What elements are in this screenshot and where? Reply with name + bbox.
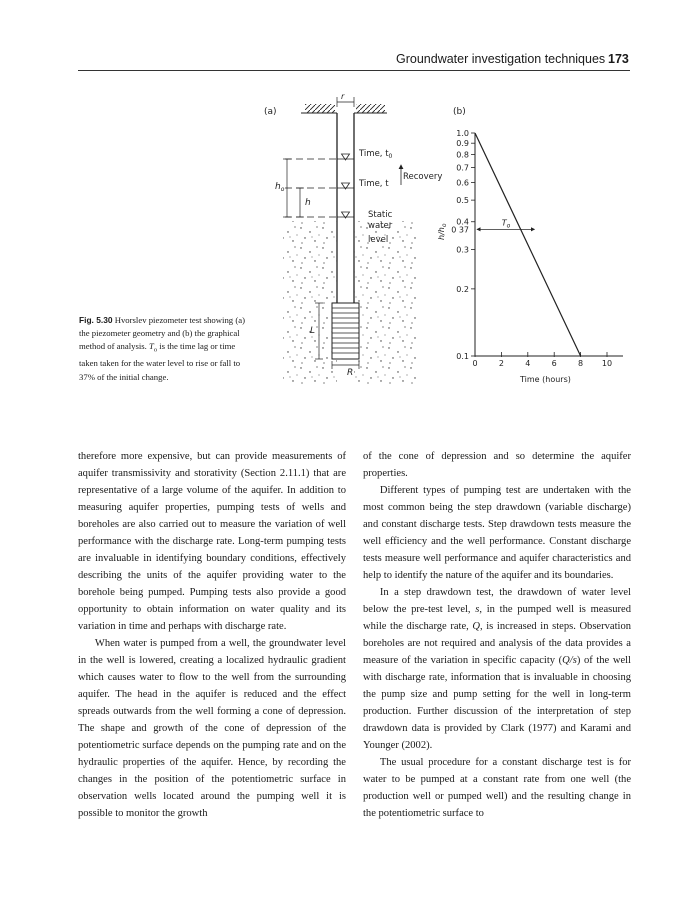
page-number: 173 bbox=[608, 52, 629, 66]
chart-y-label: $h/h_o$ bbox=[437, 223, 448, 240]
r-label: r bbox=[341, 92, 345, 101]
y-tick-label: 0.5 bbox=[456, 196, 469, 206]
body-paragraph: In a step drawdown test, the drawdown of water level below the pre-test level, s, in the pumped well is measured while the discharge rate, Q, is increased in steps. Observation boreholes are not required and analysis of the data provides a measure of the variation in specific capacity (Q/s) of the well with discharge rate, information that is invaluable in choosing the pump size and pump setting for the well in long-term production. Further discussion of the interpretation of step drawdown data is provided by Clark (1977) and Karami and Younger (2002). bbox=[363, 587, 631, 751]
chart-y-ticks bbox=[456, 129, 475, 361]
y-tick-label: 0.8 bbox=[456, 150, 469, 160]
piezometer-intake-screen bbox=[332, 303, 359, 359]
body-paragraph: of the cone of depression and so determine the aquifer properties. bbox=[363, 451, 631, 479]
caption-subscript: o bbox=[153, 347, 158, 355]
x-tick-label: 4 bbox=[525, 359, 531, 368]
caption-text-post: is the time lag or time taken taken for the water level to rise or fall to 37% of the initial change. bbox=[79, 341, 241, 382]
chart-x-ticks bbox=[472, 352, 612, 368]
recovery-label: Recovery bbox=[403, 172, 443, 182]
caption-text-pre: Hvorslev piezometer test showing (a) the piezometer geometry and (b) the graphical method of analysis. bbox=[79, 315, 245, 352]
aquifer-sand-left bbox=[283, 221, 337, 386]
body-paragraph: The usual procedure for a constant discharge test is for water to be pumped at a constant rate from one well (the production well or pumped well) and the resulting change in the potentiometric surface to bbox=[363, 757, 631, 819]
caption-label: Fig. 5.30 bbox=[79, 315, 113, 325]
y-tick-label: 0.4 bbox=[456, 217, 469, 227]
static-label-1: Static bbox=[368, 210, 393, 220]
panel-a-label: (a) bbox=[264, 107, 277, 117]
h-label: h bbox=[305, 198, 311, 208]
body-paragraph: Different types of pumping test are undertaken with the most common being the step drawdown (variable discharge) and constant discharge tests. Step drawdown tests measure the well efficiency and the well performance. Constant discharge tests measure well performance and aquifer characteristics and help to identify the nature of the aquifer and its boundaries. bbox=[363, 485, 631, 581]
static-label-3: level bbox=[368, 235, 389, 245]
x-tick-label: 10 bbox=[601, 359, 613, 368]
ground-hatch-right bbox=[356, 104, 385, 113]
panel-b-chart bbox=[437, 107, 623, 384]
body-paragraph: therefore more expensive, but can provide measurements of aquifer transmissivity and storativity (Section 2.11.1) that are representative of a large volume of the aquifer. In addition to measuring aquifer properties, pumping tests of wells and boreholes are also carried out to measure the variation of well performance with the discharge rate. Long-term pumping tests are invaluable in identifying boundary conditions, effectively describing the units of the aquifer providing water to the borehole being pumped. Pumping tests also provide a good opportunity to obtain information on water quality and its variation in time and perhaps with discharge rate. bbox=[78, 451, 346, 632]
panel-b-label: (b) bbox=[453, 107, 466, 117]
y-tick-label: 0.6 bbox=[456, 178, 469, 188]
x-tick-label: 8 bbox=[578, 359, 584, 368]
L-label: L bbox=[310, 326, 316, 336]
y-tick-label: 0.9 bbox=[456, 139, 469, 149]
panel-a-diagram bbox=[264, 92, 442, 386]
chart-x-label: Time (hours) bbox=[520, 375, 571, 384]
y-tick-label: 0.3 bbox=[456, 245, 469, 255]
R-label: R bbox=[347, 368, 354, 378]
body-paragraph: When water is pumped from a well, the groundwater level in the well is lowered, creating a localized hydraulic gradient which causes water to flow to the well from the surrounding aquifer. The head in the aquifer is reduced and the effect spreads outwards from the well forming a cone of depression. The shape and growth of the cone of depression of the potentiometric surface depends on the pumping rate and on the hydraulic properties of the aquifer. Hence, by recording the changes in the position of the potentiometric surface in observation wells located around the pumping well it is possible to monitor the growth bbox=[78, 638, 346, 819]
h0-label: $h_o$ bbox=[275, 182, 285, 193]
figure-caption bbox=[79, 314, 254, 384]
chart-series bbox=[475, 133, 581, 356]
y-tick-label: 0.1 bbox=[456, 352, 469, 361]
series-line bbox=[475, 133, 581, 356]
caption-symbol: T bbox=[148, 341, 154, 352]
y-tick-label: 0.2 bbox=[456, 284, 469, 294]
body-column-left bbox=[78, 448, 346, 822]
running-title: Groundwater investigation techniques bbox=[396, 52, 606, 66]
x-tick-label: 2 bbox=[498, 359, 504, 368]
x-tick-label: 0 bbox=[472, 359, 478, 368]
static-label-2: water bbox=[368, 221, 393, 231]
aquifer-sand-right bbox=[354, 221, 416, 386]
y-tick-label: 1.0 bbox=[456, 129, 469, 138]
header-rule bbox=[78, 70, 630, 71]
figure-5-30 bbox=[255, 85, 635, 395]
time-label: Time, t bbox=[359, 179, 389, 189]
body-column-right bbox=[363, 448, 631, 822]
time0-label: Time, $t_0$ bbox=[359, 149, 393, 160]
y-tick-label: 0.7 bbox=[456, 163, 469, 173]
page-header bbox=[0, 0, 691, 72]
ground-hatch-left bbox=[305, 104, 335, 113]
annotation-value-label: 0 37 bbox=[451, 225, 469, 235]
x-tick-label: 6 bbox=[551, 359, 557, 368]
t0-label: $T_o$ bbox=[501, 218, 511, 230]
